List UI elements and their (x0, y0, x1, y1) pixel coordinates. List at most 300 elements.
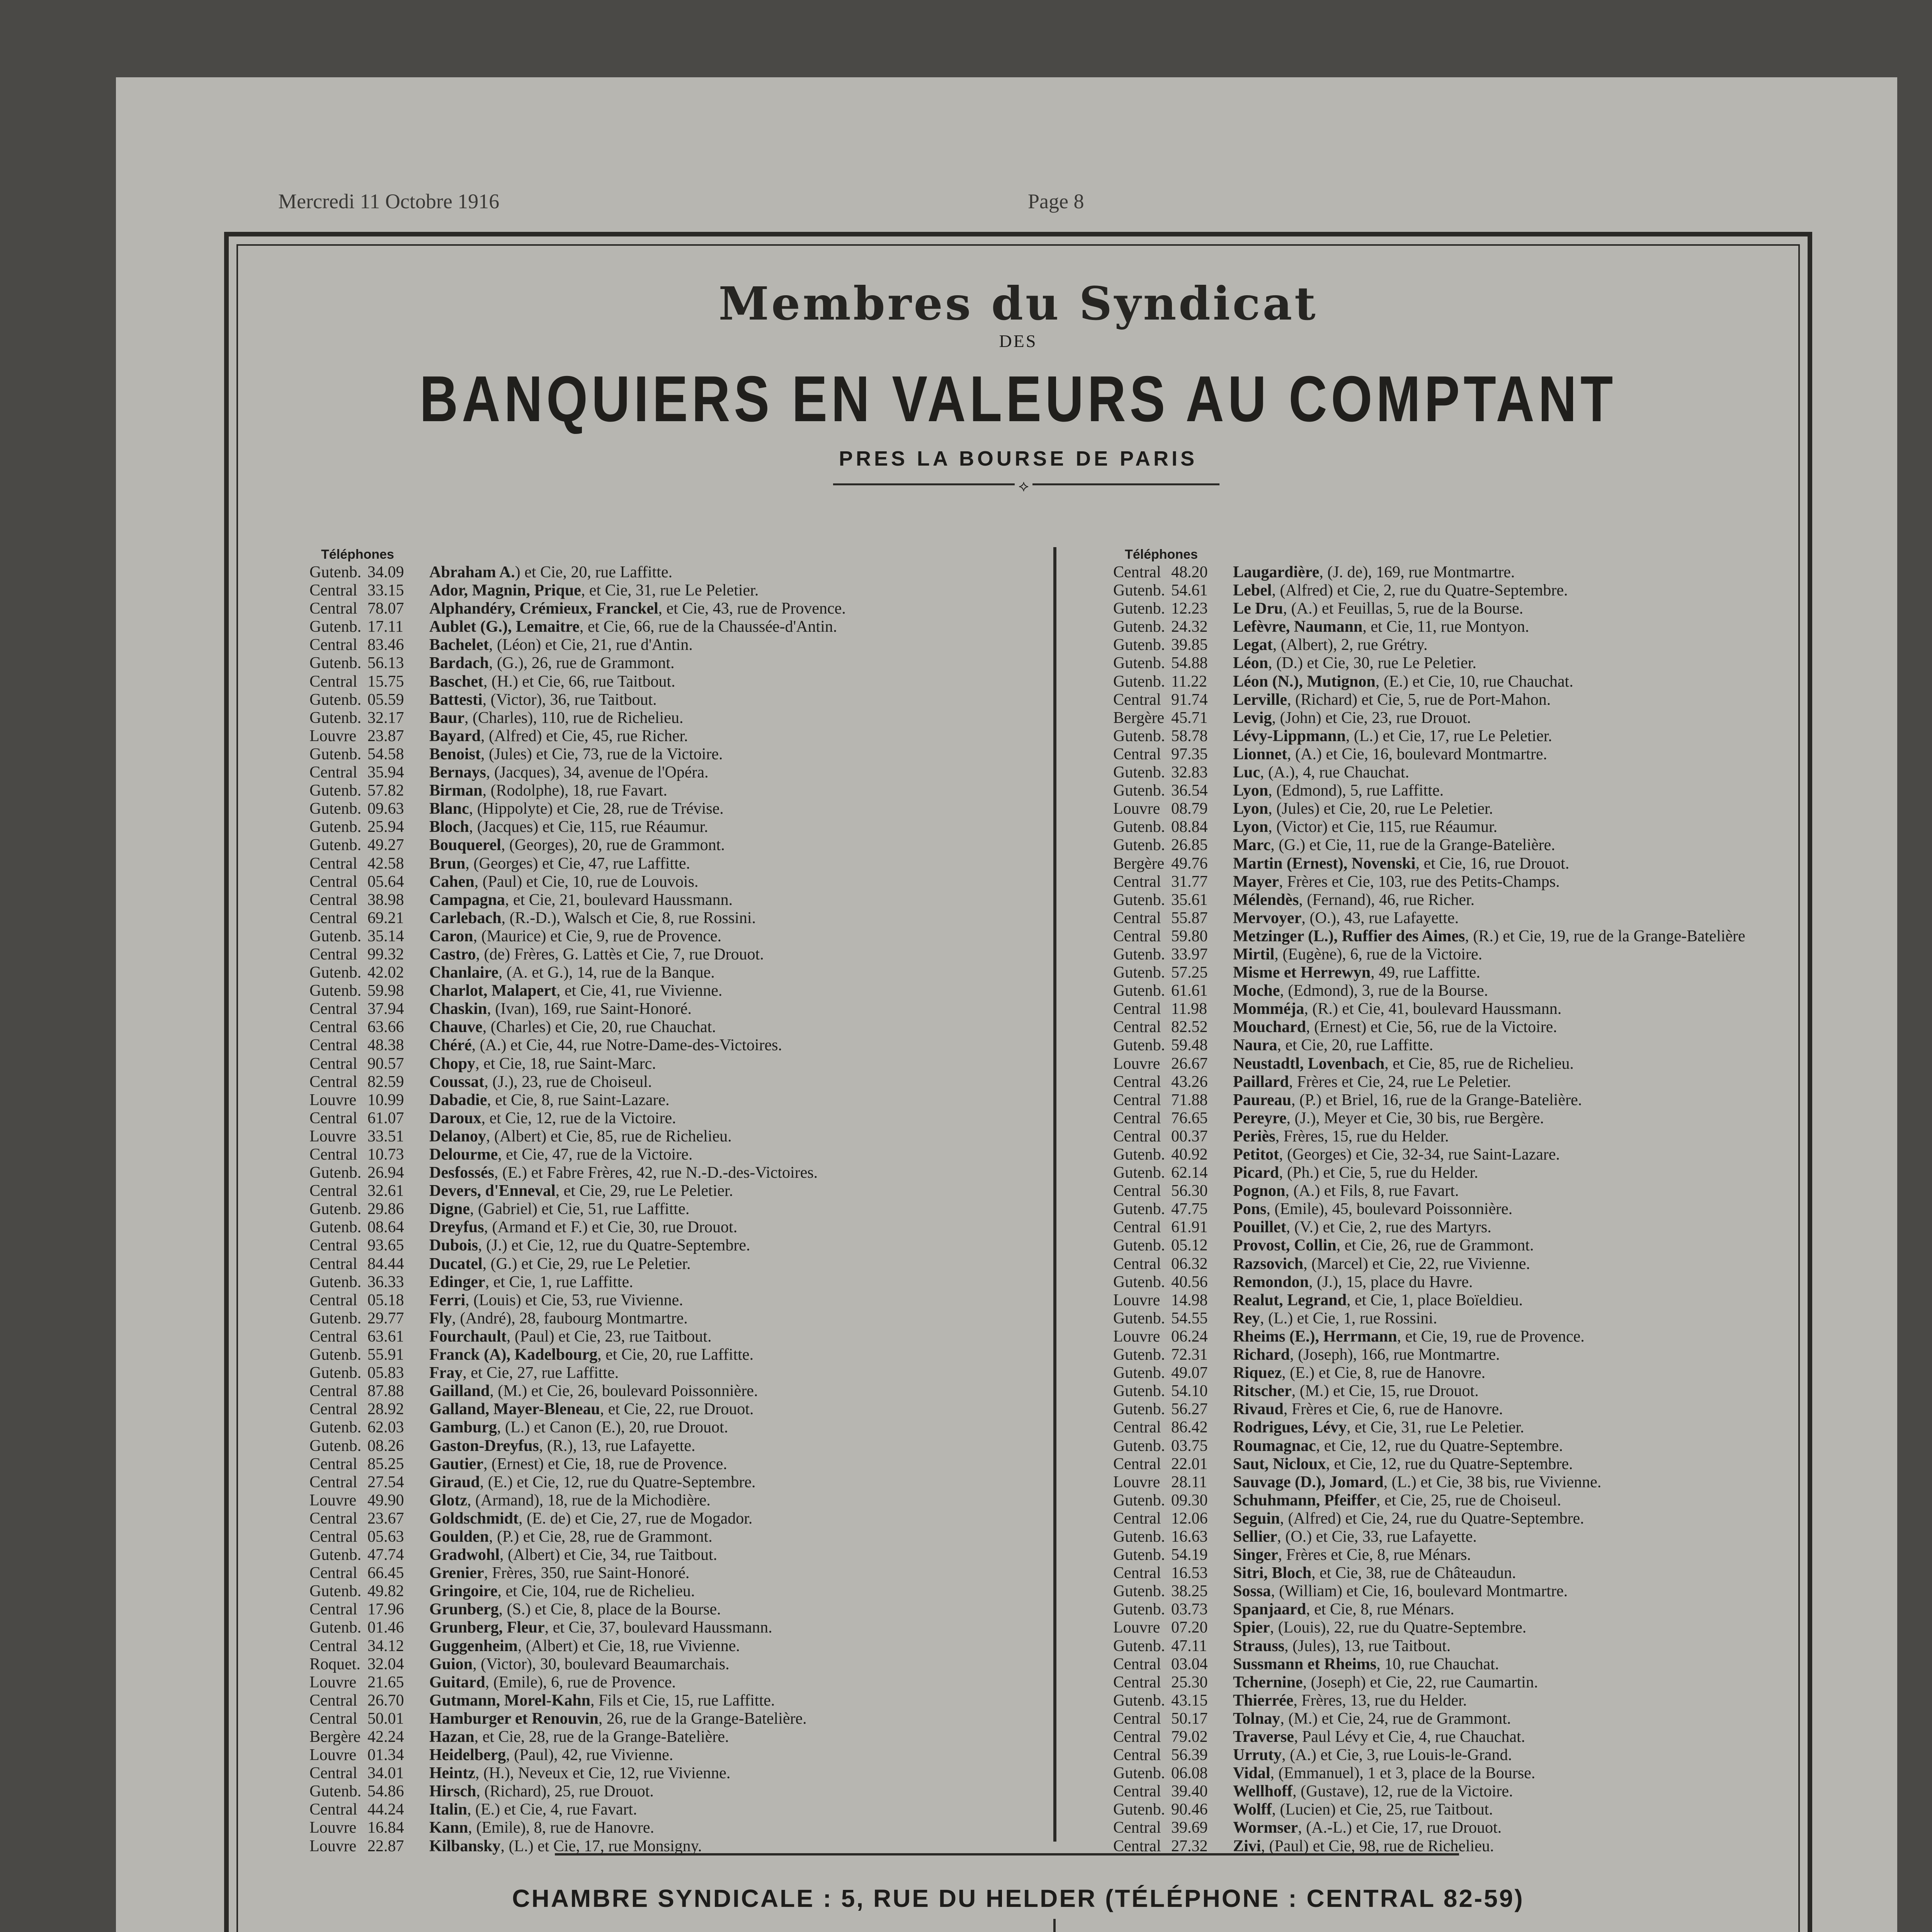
phone-number: 47.11 (1171, 1637, 1207, 1655)
member-name: Hamburger et Renouvin (429, 1709, 599, 1728)
exchange: Central (1113, 1418, 1161, 1437)
exchange: Gutenb. (1113, 1164, 1165, 1182)
member-address: ) et Cie, 20, rue Laffitte. (515, 563, 673, 581)
member-address: , (L.) et Cie, 38 bis, rue Vivienne. (1383, 1473, 1602, 1491)
member-row (310, 800, 1055, 818)
exchange: Central (1113, 1782, 1161, 1801)
member-name: Paureau (1233, 1091, 1291, 1109)
phone-number: 35.94 (367, 764, 404, 782)
member-row (1113, 909, 1859, 927)
exchange: Central (1113, 1073, 1161, 1091)
exchange: Central (1113, 909, 1161, 927)
phone-number: 16.53 (1171, 1564, 1208, 1582)
exchange: Central (1113, 1655, 1161, 1673)
member-row (310, 727, 1055, 745)
member-address: , et Cie, 31, rue Le Peletier. (1347, 1418, 1524, 1437)
member-row (310, 1600, 1055, 1619)
exchange: Central (310, 1455, 357, 1473)
member-row (310, 563, 1055, 582)
phone-number: 63.66 (367, 1018, 404, 1036)
exchange: Central (1113, 927, 1161, 945)
member-name: Franck (A), Kadelbourg (429, 1346, 598, 1364)
exchange: Central (1113, 1127, 1161, 1145)
member-address: , Paul Lévy et Cie, 4, rue Chauchat. (1294, 1728, 1526, 1746)
member-row (310, 1746, 1055, 1764)
phone-number: 26.94 (367, 1164, 404, 1182)
exchange: Central (310, 909, 357, 927)
member-address: , (Eugène), 6, rue de la Victoire. (1274, 945, 1483, 963)
phone-number: 50.01 (367, 1709, 404, 1728)
members-column-right (1113, 547, 1859, 1855)
conseils-title (1277, 1930, 1664, 1932)
member-row (1113, 1328, 1859, 1346)
member-address: , et Cie, 22, rue Drouot. (600, 1400, 754, 1418)
member-address: , (Jules), 13, rue Taitbout. (1284, 1637, 1451, 1655)
member-address: , (A.) et Fils, 8, rue Favart. (1285, 1182, 1459, 1200)
member-row (310, 1382, 1055, 1400)
member-name: Momméja (1233, 1000, 1304, 1018)
member-name: Spier (1233, 1619, 1270, 1637)
member-row (1113, 1728, 1859, 1746)
exchange: Gutenb. (1113, 982, 1165, 1000)
page-number: Page 8 (1028, 190, 1084, 213)
exchange: Gutenb. (1113, 818, 1165, 836)
phone-number: 54.19 (1171, 1546, 1208, 1564)
exchange: Central (1113, 1509, 1161, 1527)
phone-number: 66.45 (367, 1564, 404, 1582)
member-row (310, 1492, 1055, 1510)
phone-number: 55.91 (367, 1346, 404, 1364)
phone-number: 49.90 (367, 1491, 404, 1509)
member-name: Periès (1233, 1127, 1276, 1145)
phone-number: 82.52 (1171, 1018, 1208, 1036)
member-row (1113, 1109, 1859, 1128)
phone-number: 57.82 (367, 782, 404, 800)
member-row (310, 1236, 1055, 1255)
member-row (1113, 818, 1859, 836)
phone-number: 45.71 (1171, 709, 1208, 727)
member-row (1113, 1619, 1859, 1637)
member-row (310, 1000, 1055, 1018)
member-row (310, 1346, 1055, 1364)
member-address: , 10, rue Chauchat. (1376, 1655, 1499, 1673)
phone-number: 08.79 (1171, 800, 1208, 818)
member-row (1113, 1146, 1859, 1164)
member-name: Mayer (1233, 872, 1279, 891)
member-name: Saut, Nicloux (1233, 1455, 1326, 1473)
phone-number: 24.32 (1171, 618, 1208, 636)
member-address: , et Cie, 104, rue de Richelieu. (497, 1582, 695, 1600)
member-address: , (P.) et Cie, 28, rue de Grammont. (489, 1527, 713, 1546)
phone-number: 39.69 (1171, 1819, 1208, 1837)
exchange: Central (310, 600, 357, 618)
exchange: Louvre (1113, 1473, 1160, 1491)
phone-number: 71.88 (1171, 1091, 1208, 1109)
member-address: , (H.) et Cie, 66, rue Taitbout. (483, 672, 675, 690)
member-name: Legat (1233, 636, 1273, 654)
member-row (310, 764, 1055, 782)
exchange: Gutenb. (310, 1364, 362, 1382)
member-row (310, 818, 1055, 836)
phone-number: 27.32 (1171, 1837, 1208, 1855)
member-name: Vidal (1233, 1764, 1270, 1782)
exchange: Gutenb. (1113, 1146, 1165, 1163)
phone-number: 72.31 (1171, 1346, 1208, 1364)
exchange: Central (310, 872, 357, 891)
member-address: , (R.), 13, rue Lafayette. (539, 1437, 696, 1455)
member-address: , (Ernest) et Cie, 18, rue de Provence. (483, 1455, 727, 1473)
member-row (1113, 1510, 1859, 1528)
member-row (310, 1109, 1055, 1128)
phone-number: 62.03 (367, 1418, 404, 1437)
member-row (1113, 1273, 1859, 1291)
member-name: Gutmann, Morel-Kahn (429, 1691, 590, 1709)
member-name: Laugardière (1233, 563, 1320, 581)
member-address: , (G.), 26, rue de Grammont. (489, 654, 675, 672)
exchange: Gutenb. (310, 1164, 362, 1182)
phone-number: 33.51 (367, 1127, 404, 1145)
phone-number: 50.17 (1171, 1709, 1208, 1728)
member-name: Thierrée (1233, 1691, 1294, 1709)
exchange: Gutenb. (1113, 1764, 1165, 1782)
exchange: Central (1113, 1218, 1161, 1236)
exchange: Central (310, 891, 357, 909)
phone-number: 23.67 (367, 1509, 404, 1527)
phone-number: 99.32 (367, 945, 404, 963)
member-name: Spanjaard (1233, 1600, 1306, 1619)
member-address: , (E. de) et Cie, 27, rue de Mogador. (519, 1509, 753, 1527)
member-address: , (de) Frères, G. Lattès et Cie, 7, rue Drouot. (476, 945, 764, 963)
exchange: Central (310, 1509, 357, 1527)
phone-number: 86.42 (1171, 1418, 1208, 1437)
member-row (310, 1655, 1055, 1673)
phone-number: 90.46 (1171, 1801, 1208, 1819)
member-name: Pons (1233, 1200, 1267, 1218)
phone-number: 10.99 (367, 1091, 404, 1109)
member-name: Guitard (429, 1673, 485, 1691)
member-name: Grunberg, Fleur (429, 1619, 545, 1637)
member-name: Bernays (429, 764, 486, 782)
member-name: Mouchard (1233, 1018, 1306, 1036)
member-row (1113, 1673, 1859, 1692)
member-row (310, 1692, 1055, 1710)
member-address: , Frères, 15, rue du Helder. (1275, 1127, 1449, 1145)
phone-number: 06.08 (1171, 1764, 1208, 1782)
exchange: Central (310, 1291, 357, 1309)
phone-number: 32.17 (367, 709, 404, 727)
phone-number: 01.46 (367, 1619, 404, 1637)
member-address: , (L.) et Cie, 17, rue Monsigny. (500, 1837, 702, 1855)
phone-number: 83.46 (367, 636, 404, 654)
phone-number: 36.33 (367, 1273, 404, 1291)
phone-number: 49.27 (367, 836, 404, 854)
member-row (310, 1218, 1055, 1236)
member-name: Lebel (1233, 582, 1272, 600)
exchange: Central (1113, 1746, 1161, 1764)
member-name: Grunberg (429, 1600, 499, 1619)
member-name: Gradwohl (429, 1546, 500, 1564)
phone-number: 03.75 (1171, 1437, 1208, 1455)
member-name: Gautier (429, 1455, 483, 1473)
phone-number: 54.61 (1171, 582, 1208, 600)
exchange: Central (310, 1236, 357, 1255)
member-row (1113, 1055, 1859, 1073)
member-name: Wellhoff (1233, 1782, 1293, 1801)
member-name: Ador, Magnin, Prique (429, 582, 581, 600)
exchange: Central (310, 1036, 357, 1054)
member-address: , (John) et Cie, 23, rue Drouot. (1272, 709, 1471, 727)
phone-number: 47.74 (367, 1546, 404, 1564)
member-row (1113, 855, 1859, 873)
member-address: , et Cie, 47, rue de la Victoire. (498, 1146, 693, 1163)
member-row (1113, 1236, 1859, 1255)
member-row (1113, 927, 1859, 946)
phone-number: 84.44 (367, 1255, 404, 1273)
phone-number: 48.38 (367, 1036, 404, 1054)
member-row (310, 1073, 1055, 1091)
member-row (310, 1455, 1055, 1473)
member-address: , (A.), 4, rue Chauchat. (1260, 764, 1410, 782)
member-address: , Frères, 350, rue Saint-Honoré. (484, 1564, 690, 1582)
exchange: Gutenb. (1113, 1801, 1165, 1819)
member-name: Digne (429, 1200, 470, 1218)
phone-number: 38.25 (1171, 1582, 1208, 1600)
exchange: Gutenb. (1113, 1691, 1165, 1709)
phone-number: 93.65 (367, 1236, 404, 1255)
exchange: Gutenb. (1113, 1437, 1165, 1455)
phone-number: 56.30 (1171, 1182, 1208, 1200)
member-name: Baschet (429, 672, 483, 690)
member-address: , (Richard), 25, rue Drouot. (476, 1782, 654, 1801)
member-name: Moche (1233, 982, 1280, 1000)
exchange: Gutenb. (310, 1273, 362, 1291)
member-name: Richard (1233, 1346, 1290, 1364)
phone-number: 39.85 (1171, 636, 1208, 654)
member-address: , (Maurice) et Cie, 9, rue de Provence. (473, 927, 722, 945)
officers-block (327, 1930, 964, 1932)
member-address: , (Ph.) et Cie, 5, rue du Helder. (1279, 1164, 1478, 1182)
member-address: , 49, rue Laffitte. (1371, 964, 1480, 982)
member-name: Dabadie (429, 1091, 487, 1109)
phone-number: 35.14 (367, 927, 404, 945)
member-address: , (E.) et Cie, 4, rue Favart. (467, 1801, 637, 1819)
member-row (1113, 836, 1859, 854)
phone-number: 32.04 (367, 1655, 404, 1673)
exchange: Gutenb. (310, 1437, 362, 1455)
exchange: Gutenb. (1113, 1309, 1165, 1327)
phone-number: 11.22 (1171, 672, 1207, 690)
member-address: , (A.-L.) et Cie, 17, rue Drouot. (1298, 1819, 1502, 1837)
member-row (1113, 982, 1859, 1000)
member-row (1113, 1310, 1859, 1328)
member-row (1113, 1091, 1859, 1109)
exchange: Central (1113, 1255, 1161, 1273)
member-name: Kann (429, 1819, 468, 1837)
exchange: Central (310, 854, 357, 872)
title-des: DES (999, 331, 1037, 351)
exchange: Gutenb. (1113, 1491, 1165, 1509)
member-name: Heintz (429, 1764, 475, 1782)
exchange: Louvre (310, 1491, 357, 1509)
exchange: Gutenb. (1113, 1637, 1165, 1655)
phone-number: 16.63 (1171, 1527, 1208, 1546)
member-address: , Frères et Cie, 8, rue Ménars. (1278, 1546, 1471, 1564)
member-name: Tolnay (1233, 1709, 1281, 1728)
member-address: , (J.), Meyer et Cie, 30 bis, rue Bergère. (1286, 1109, 1544, 1127)
member-address: , (R.) et Cie, 41, boulevard Haussmann. (1304, 1000, 1562, 1018)
member-row (310, 1801, 1055, 1819)
member-address: , Frères et Cie, 6, rue de Hanovre. (1283, 1400, 1503, 1418)
member-name: Metzinger (L.), Ruffier des Aimes (1233, 927, 1465, 945)
exchange: Louvre (310, 1746, 357, 1764)
exchange: Gutenb. (1113, 636, 1165, 654)
member-row (1113, 946, 1859, 964)
member-address: , (Paul) et Cie, 10, rue de Louvois. (474, 872, 699, 891)
member-name: Strauss (1233, 1637, 1285, 1655)
member-name: Grenier (429, 1564, 484, 1582)
member-row (1113, 1437, 1859, 1455)
member-address: , (P.) et Briel, 16, rue de la Grange-Batelière. (1291, 1091, 1582, 1109)
member-name: Tchernine (1233, 1673, 1303, 1691)
member-name: Sitri, Bloch (1233, 1564, 1312, 1582)
member-row (310, 891, 1055, 909)
member-name: Fourchault (429, 1327, 507, 1345)
member-address: , (Armand), 18, rue de la Michodière. (467, 1491, 711, 1509)
member-address: , (R.) et Cie, 19, rue de la Grange-Batelière (1465, 927, 1745, 945)
exchange: Central (310, 1109, 357, 1127)
member-row (1113, 873, 1859, 891)
phone-number: 38.98 (367, 891, 404, 909)
exchange: Central (310, 1400, 357, 1418)
member-name: Lerville (1233, 690, 1287, 709)
member-row (310, 946, 1055, 964)
officer-line (327, 1930, 964, 1932)
member-name: Paillard (1233, 1073, 1289, 1091)
member-address: , et Cie, 26, rue de Grammont. (1336, 1236, 1534, 1255)
member-row (310, 1819, 1055, 1837)
exchange: Gutenb. (1113, 727, 1165, 745)
page-header (162, 189, 1855, 216)
exchange: Louvre (310, 1819, 357, 1837)
member-name: Ducatel (429, 1255, 483, 1273)
exchange: Central (310, 1801, 357, 1819)
member-address: , (Gustave), 12, rue de la Victoire. (1293, 1782, 1513, 1801)
member-row (310, 1291, 1055, 1310)
member-row (310, 1200, 1055, 1218)
exchange: Central (310, 582, 357, 600)
member-address: , et Cie, 27, rue Laffitte. (463, 1364, 619, 1382)
member-row (310, 1328, 1055, 1346)
member-name: Bachelet (429, 636, 489, 654)
member-address: , (M.) et Cie, 26, boulevard Poissonnière. (490, 1382, 758, 1400)
member-name: Giraud (429, 1473, 480, 1491)
member-row (310, 982, 1055, 1000)
member-row (1113, 1746, 1859, 1764)
member-address: , (Albert) et Cie, 34, rue Taitbout. (500, 1546, 718, 1564)
exchange: Central (1113, 745, 1161, 763)
member-name: Naura (1233, 1036, 1277, 1054)
member-address: , (Paul) et Cie, 98, rue de Richelieu. (1261, 1837, 1494, 1855)
exchange: Louvre (1113, 1291, 1160, 1309)
member-address: , et Cie, 38, rue de Châteaudun. (1311, 1564, 1516, 1582)
member-row (1113, 1364, 1859, 1382)
phone-number: 48.20 (1171, 563, 1208, 581)
member-name: Ferri (429, 1291, 466, 1309)
member-row (310, 1437, 1055, 1455)
ornament-rule (833, 477, 1219, 495)
phone-number: 85.25 (367, 1455, 404, 1473)
member-row (1113, 782, 1859, 800)
member-name: Riquez (1233, 1364, 1282, 1382)
member-address: , (Victor), 30, boulevard Beaumarchais. (473, 1655, 730, 1673)
member-row (1113, 1346, 1859, 1364)
member-row (1113, 1128, 1859, 1146)
exchange: Gutenb. (310, 1782, 362, 1801)
member-row (1113, 1036, 1859, 1054)
title-banquiers: BANQUIERS EN VALEURS AU COMPTANT (419, 362, 1617, 435)
exchange: Gutenb. (1113, 1382, 1165, 1400)
member-row (310, 1546, 1055, 1564)
member-name: Wolff (1233, 1801, 1272, 1819)
member-name: Dreyfus (429, 1218, 484, 1236)
exchange: Central (310, 1709, 357, 1728)
phone-number: 25.94 (367, 818, 404, 836)
member-address: , (Alfred) et Cie, 2, rue du Quatre-Septembre. (1272, 582, 1568, 600)
exchange: Louvre (310, 1673, 357, 1691)
phone-number: 90.57 (367, 1054, 404, 1073)
member-row (310, 782, 1055, 800)
exchange: Central (310, 1146, 357, 1163)
phone-number: 33.15 (367, 582, 404, 600)
exchange: Central (310, 1527, 357, 1546)
member-address: , (Léon) et Cie, 21, rue d'Antin. (488, 636, 693, 654)
phone-number: 08.84 (1171, 818, 1208, 836)
exchange: Gutenb. (310, 654, 362, 672)
member-address: , (Hippolyte) et Cie, 28, rue de Trévise. (469, 800, 724, 818)
member-name: Galland, Mayer-Bleneau (429, 1400, 600, 1418)
exchange: Gutenb. (310, 1546, 362, 1564)
exchange: Gutenb. (310, 1619, 362, 1637)
exchange: Gutenb. (310, 1200, 362, 1218)
exchange: Gutenb. (1113, 945, 1165, 963)
member-row (310, 1510, 1055, 1528)
phone-number: 05.59 (367, 690, 404, 709)
member-address: , et Cie, 41, rue Vivienne. (556, 982, 723, 1000)
member-address: , (Ivan), 169, rue Saint-Honoré. (487, 1000, 692, 1018)
exchange: Gutenb. (1113, 782, 1165, 800)
conseils-block (1123, 1930, 1838, 1932)
phone-number: 03.73 (1171, 1600, 1208, 1619)
exchange: Central (1113, 1728, 1161, 1746)
member-name: Fly (429, 1309, 452, 1327)
member-address: , (A. et G.), 14, rue de la Banque. (498, 964, 715, 982)
member-address: , (Georges) et Cie, 47, rue Laffitte. (465, 854, 690, 872)
member-address: , Fils et Cie, 15, rue Laffitte. (590, 1691, 775, 1709)
exchange: Louvre (310, 1091, 357, 1109)
phone-number: 32.61 (367, 1182, 404, 1200)
member-address: , (Victor), 36, rue Taitbout. (482, 690, 657, 709)
exchange: Gutenb. (1113, 1036, 1165, 1054)
exchange: Bergère (1113, 709, 1165, 727)
member-row (1113, 1073, 1859, 1091)
phone-number: 79.02 (1171, 1728, 1208, 1746)
exchange: Central (310, 764, 357, 782)
exchange: Gutenb. (310, 927, 362, 945)
phone-number: 91.74 (1171, 690, 1208, 709)
member-name: Hazan (429, 1728, 474, 1746)
member-address: , et Cie, 8, rue Ménars. (1306, 1600, 1454, 1619)
member-name: Edinger (429, 1273, 485, 1291)
